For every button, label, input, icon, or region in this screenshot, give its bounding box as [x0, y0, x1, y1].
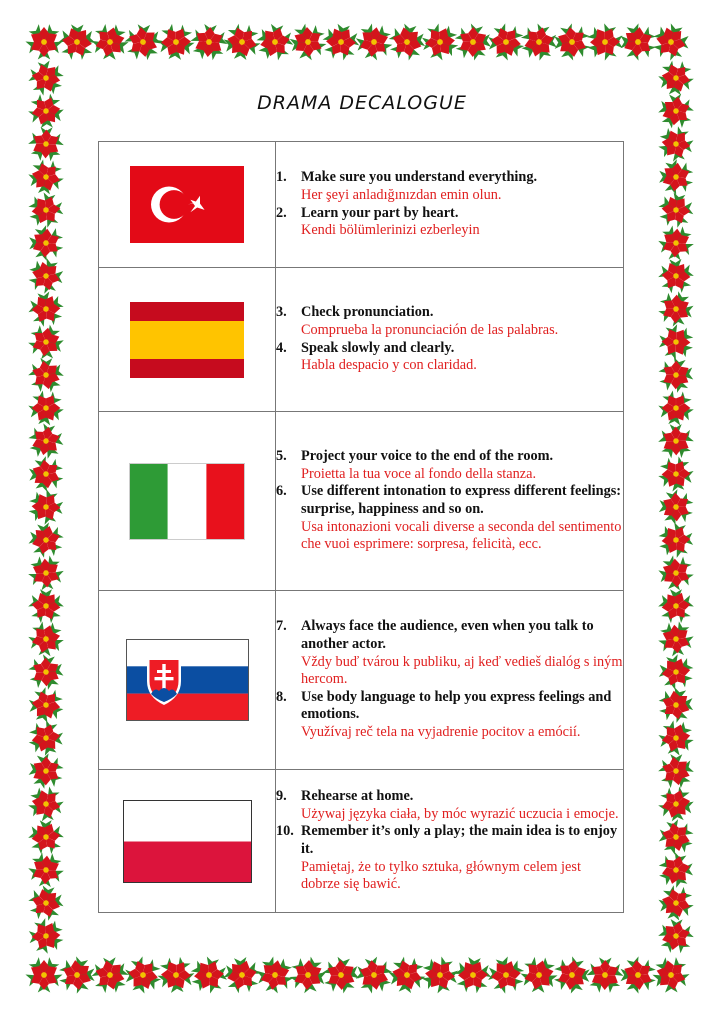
- rule-item: [276, 788, 623, 823]
- poinsettia-icon: [382, 16, 433, 67]
- rule-item: [276, 304, 623, 339]
- poinsettia-icon: [652, 780, 701, 829]
- rule-translation: Używaj języka ciała, by móc wyrazić uczucia i emocje.: [301, 805, 619, 822]
- poinsettia-icon: [613, 16, 663, 67]
- poinsettia-icon: [151, 950, 201, 1000]
- poinsettia-icon: [657, 124, 696, 164]
- rule-item: [276, 340, 623, 375]
- poinsettia-icon: [27, 554, 65, 591]
- poinsettia-icon: [652, 252, 701, 300]
- poinsettia-icon: [21, 813, 70, 862]
- poinsettia-icon: [189, 23, 229, 61]
- poinsettia-icon: [657, 224, 695, 261]
- poinsettia-icon: [448, 950, 498, 999]
- poinsettia-icon: [25, 24, 62, 59]
- poinsettia-icon: [653, 649, 699, 694]
- poinsettia-icon: [25, 421, 66, 461]
- rule-item: [276, 618, 623, 688]
- rule-number: 9.: [276, 788, 287, 805]
- table-row: [99, 268, 624, 412]
- rule-item: [276, 169, 623, 204]
- poinsettia-icon: [654, 749, 698, 794]
- rule-number: 3.: [276, 304, 287, 321]
- poinsettia-icon: [28, 488, 64, 525]
- spain-flag-icon: [130, 302, 244, 378]
- poinsettia-icon: [421, 22, 460, 63]
- poinsettia-icon: [120, 18, 166, 65]
- table-row: [99, 770, 624, 913]
- poinsettia-icon: [420, 955, 459, 996]
- rule-number: 10.: [276, 823, 294, 840]
- poinsettia-icon: [652, 451, 699, 498]
- rule-number: 7.: [276, 618, 287, 635]
- poinsettia-icon: [21, 515, 70, 564]
- poinsettia-icon: [28, 917, 64, 955]
- poinsettia-icon: [448, 17, 497, 67]
- poinsettia-icon: [151, 17, 201, 67]
- rule-number: 5.: [276, 448, 287, 465]
- rule-number: 6.: [276, 483, 287, 500]
- rule-translation: Kendi bölümlerinizi ezberleyin: [301, 222, 480, 239]
- poinsettia-icon: [648, 20, 694, 65]
- poinsettia-icon: [653, 187, 699, 232]
- poinsettia-icon: [656, 620, 696, 658]
- poinsettia-icon: [25, 255, 68, 297]
- rule-number: 8.: [276, 688, 287, 705]
- page-title: DRAMA DECALOGUE: [257, 92, 467, 114]
- poinsettia-icon: [655, 817, 697, 858]
- rule-item: [276, 689, 623, 742]
- poinsettia-icon: [655, 914, 697, 958]
- poinsettia-icon: [652, 483, 700, 531]
- poinsettia-icon: [22, 385, 70, 432]
- rule-text: Always face the audience, even when you talk to another actor.: [301, 618, 594, 653]
- rule-translation: Využívaj reč tela na vyjadrenie pocitov a emócií.: [301, 723, 581, 740]
- poinsettia-icon: [547, 950, 598, 1001]
- rule-translation: Comprueba la pronunciación de las palabras.: [301, 321, 559, 338]
- poinsettia-icon: [482, 952, 530, 999]
- rule-number: 2.: [276, 204, 287, 221]
- slovakia-flag-icon: [126, 639, 249, 721]
- poinsettia-icon: [254, 20, 296, 63]
- table-row: [99, 142, 624, 268]
- poinsettia-icon: [353, 21, 396, 62]
- poinsettia-icon: [27, 191, 64, 230]
- poinsettia-icon: [652, 582, 701, 630]
- poinsettia-icon: [88, 952, 132, 997]
- poinsettia-icon: [516, 20, 561, 64]
- poinsettia-icon: [22, 747, 69, 795]
- poinsettia-icon: [284, 950, 332, 999]
- poinsettia-icon: [652, 351, 699, 399]
- poinsettia-icon: [253, 954, 296, 996]
- rule-number: 4.: [276, 339, 287, 356]
- poinsettia-icon: [119, 952, 166, 998]
- poinsettia-icon: [613, 950, 663, 1001]
- poinsettia-icon: [652, 152, 701, 201]
- rule-text: Use different intonation to express different feelings: surprise, happiness and so on.: [301, 483, 622, 517]
- poinsettia-icon: [25, 957, 62, 992]
- poinsettia-icon: [24, 353, 68, 398]
- poinsettia-icon: [52, 17, 103, 68]
- poinsettia-icon: [651, 879, 700, 928]
- rule-item: [276, 483, 623, 553]
- rule-translation: Habla despacio y con claridad.: [301, 357, 477, 374]
- poinsettia-icon: [482, 19, 530, 66]
- rule-text: Check pronunciation.: [301, 304, 434, 321]
- rule-text: Use body language to help you express feelings and emotions.: [301, 688, 612, 723]
- poinsettia-icon: [26, 783, 67, 825]
- poinsettia-icon: [317, 951, 365, 1000]
- poinsettia-icon: [22, 582, 71, 630]
- poinsettia-icon: [381, 950, 432, 1001]
- poinsettia-icon: [284, 17, 332, 66]
- poinsettia-icon: [26, 618, 67, 660]
- poinsettia-icon: [24, 319, 69, 365]
- poinsettia-icon: [216, 949, 267, 1000]
- decalogue-table: [98, 141, 624, 913]
- poinsettia-icon: [21, 153, 70, 202]
- poinsettia-icon: [658, 424, 694, 459]
- poinsettia-icon: [23, 716, 68, 760]
- poinsettia-icon: [652, 385, 700, 432]
- italy-flag-icon: [129, 463, 245, 540]
- rule-text: Make sure you understand everything.: [301, 169, 538, 186]
- poinsettia-icon: [353, 955, 396, 996]
- poinsettia-icon: [517, 952, 561, 997]
- rule-text: Project your voice to the end of the room.: [301, 448, 554, 465]
- poinsettia-icon: [656, 717, 696, 758]
- poinsettia-icon: [547, 17, 598, 68]
- rule-text: Remember it’s only a play; the main idea is to enjoy it.: [301, 823, 618, 857]
- turkey-flag-icon: [130, 166, 244, 243]
- poinsettia-icon: [23, 683, 68, 727]
- poinsettia-icon: [652, 680, 701, 729]
- rule-translation: Proietta la tua voce al fondo della stanza.: [301, 465, 537, 482]
- poinsettia-icon: [88, 19, 132, 64]
- poinsettia-icon: [649, 952, 694, 998]
- poinsettia-icon: [653, 285, 699, 332]
- poinsettia-icon: [216, 17, 267, 68]
- rule-text: Speak slowly and clearly.: [301, 339, 455, 356]
- poinsettia-icon: [22, 878, 71, 927]
- poinsettia-icon: [52, 949, 103, 1000]
- poinsettia-icon: [654, 849, 698, 891]
- rule-translation: Her şeyi anladığınızdan emin olun.: [301, 186, 502, 203]
- rule-translation: Pamiętaj, że to tylko sztuka, głównym celem jest dobrze się bawić.: [301, 858, 581, 893]
- poinsettia-icon: [658, 521, 694, 559]
- poinsettia-icon: [190, 955, 228, 995]
- poinsettia-icon: [316, 18, 365, 66]
- poinsettia-icon: [28, 127, 65, 162]
- table-row: [99, 591, 624, 770]
- poinsettia-icon: [586, 957, 624, 993]
- poinsettia-icon: [587, 23, 623, 61]
- poinsettia-icon: [659, 324, 694, 361]
- poinsettia-icon: [22, 286, 69, 332]
- rule-text: Rehearse at home.: [301, 788, 414, 805]
- rule-translation: Vždy buď tvárou k publiku, aj keď vedieš dialóg s iným hercom.: [301, 653, 623, 688]
- rule-translation: Usa intonazioni vocali diverse a seconda del sentimento che vuoi esprimere: sorpresa, felicità, ecc.: [301, 518, 622, 553]
- poinsettia-icon: [23, 648, 70, 695]
- table-row: [99, 412, 624, 591]
- poinsettia-icon: [22, 219, 70, 268]
- poinsettia-icon: [22, 450, 71, 499]
- rule-item: [276, 823, 623, 893]
- poinsettia-icon: [27, 852, 65, 888]
- rule-item: [276, 448, 623, 483]
- rule-item: [276, 205, 623, 240]
- poland-flag-icon: [123, 800, 252, 883]
- rule-text: Learn your part by heart.: [301, 204, 459, 221]
- poinsettia-icon: [653, 550, 699, 597]
- rule-number: 1.: [276, 169, 287, 186]
